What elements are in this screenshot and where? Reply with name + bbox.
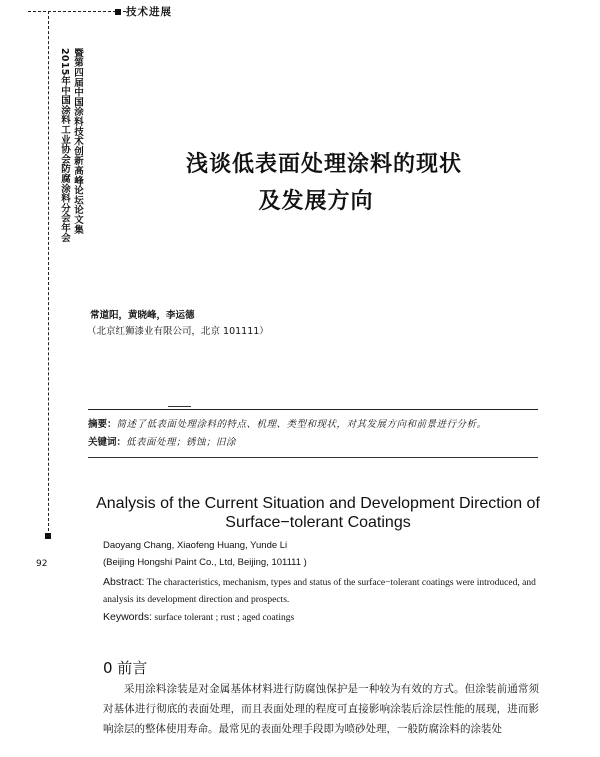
abstract-bottom-rule: [88, 457, 538, 458]
short-rule: [168, 406, 191, 407]
keywords-cn-text: 低表面处理；锈蚀；旧涂: [126, 437, 237, 448]
section-heading: 0 前言: [103, 659, 148, 677]
margin-dashed-rule: [48, 11, 49, 531]
title-en-line-2: Surface−tolerant Coatings: [225, 514, 411, 531]
keywords-en-text: surface tolerant ; rust ; aged coatings: [154, 613, 295, 623]
body-paragraph: 采用涂料涂装是对金属基体材料进行防腐蚀保护是一种较为有效的方式。但涂装前通常须对基体进行彻底的表面处理，而且表面处理的程度可直接影响涂装后涂层性能的展现，进而影响涂层的整体使用寿命。最常见的表面处理手段即为喷砂处理，一般防腐涂料的涂装处: [103, 683, 539, 735]
abstract-en: [103, 574, 539, 609]
keywords-cn: [88, 434, 236, 448]
header-square-bullet: [115, 9, 121, 15]
keywords-en: [103, 611, 294, 623]
abstract-cn-text: 简述了低表面处理涂料的特点、机理、类型和现状，对其发展方向和前景进行分析。: [116, 419, 487, 430]
proceedings-title-line-2: 暨第四届中国涂料技术创新高峰论坛论文集: [72, 48, 83, 235]
affiliation-en: (Beijing Hongshi Paint Co., Ltd, Beijing, 101111 ): [103, 557, 307, 568]
page-number: 92: [36, 559, 48, 569]
title-cn-line-1: 浅谈低表面处理涂料的现状: [185, 151, 462, 177]
keywords-cn-label: 关键词：: [88, 437, 127, 448]
proceedings-title-line-1: 2015年中国涂料工业协会防腐涂料分会年会: [59, 48, 70, 243]
keywords-en-label: Keywords:: [103, 611, 153, 623]
abstract-cn: [88, 416, 487, 430]
abstract-cn-label: 摘要：: [88, 419, 117, 430]
affiliation-cn: （北京红狮漆业有限公司，北京 101111）: [87, 326, 269, 337]
abstract-top-rule: [88, 409, 538, 410]
header-dashed-rule: [28, 11, 126, 12]
title-en-line-1: Analysis of the Current Situation and Development Direction of: [96, 495, 540, 512]
abstract-en-label: Abstract:: [103, 576, 145, 588]
abstract-en-text: The characteristics, mechanism, types and status of the surface−tolerant coatings were introduced, and analysis its development direction and prospects.: [103, 578, 536, 605]
section-label: 技术进展: [126, 6, 172, 18]
title-cn-line-2: 及发展方向: [258, 188, 374, 214]
authors-cn: 常道阳，黄晓峰，李运德: [90, 310, 195, 321]
margin-square-bullet: [45, 533, 51, 539]
authors-en: Daoyang Chang, Xiaofeng Huang, Yunde Li: [103, 540, 288, 551]
